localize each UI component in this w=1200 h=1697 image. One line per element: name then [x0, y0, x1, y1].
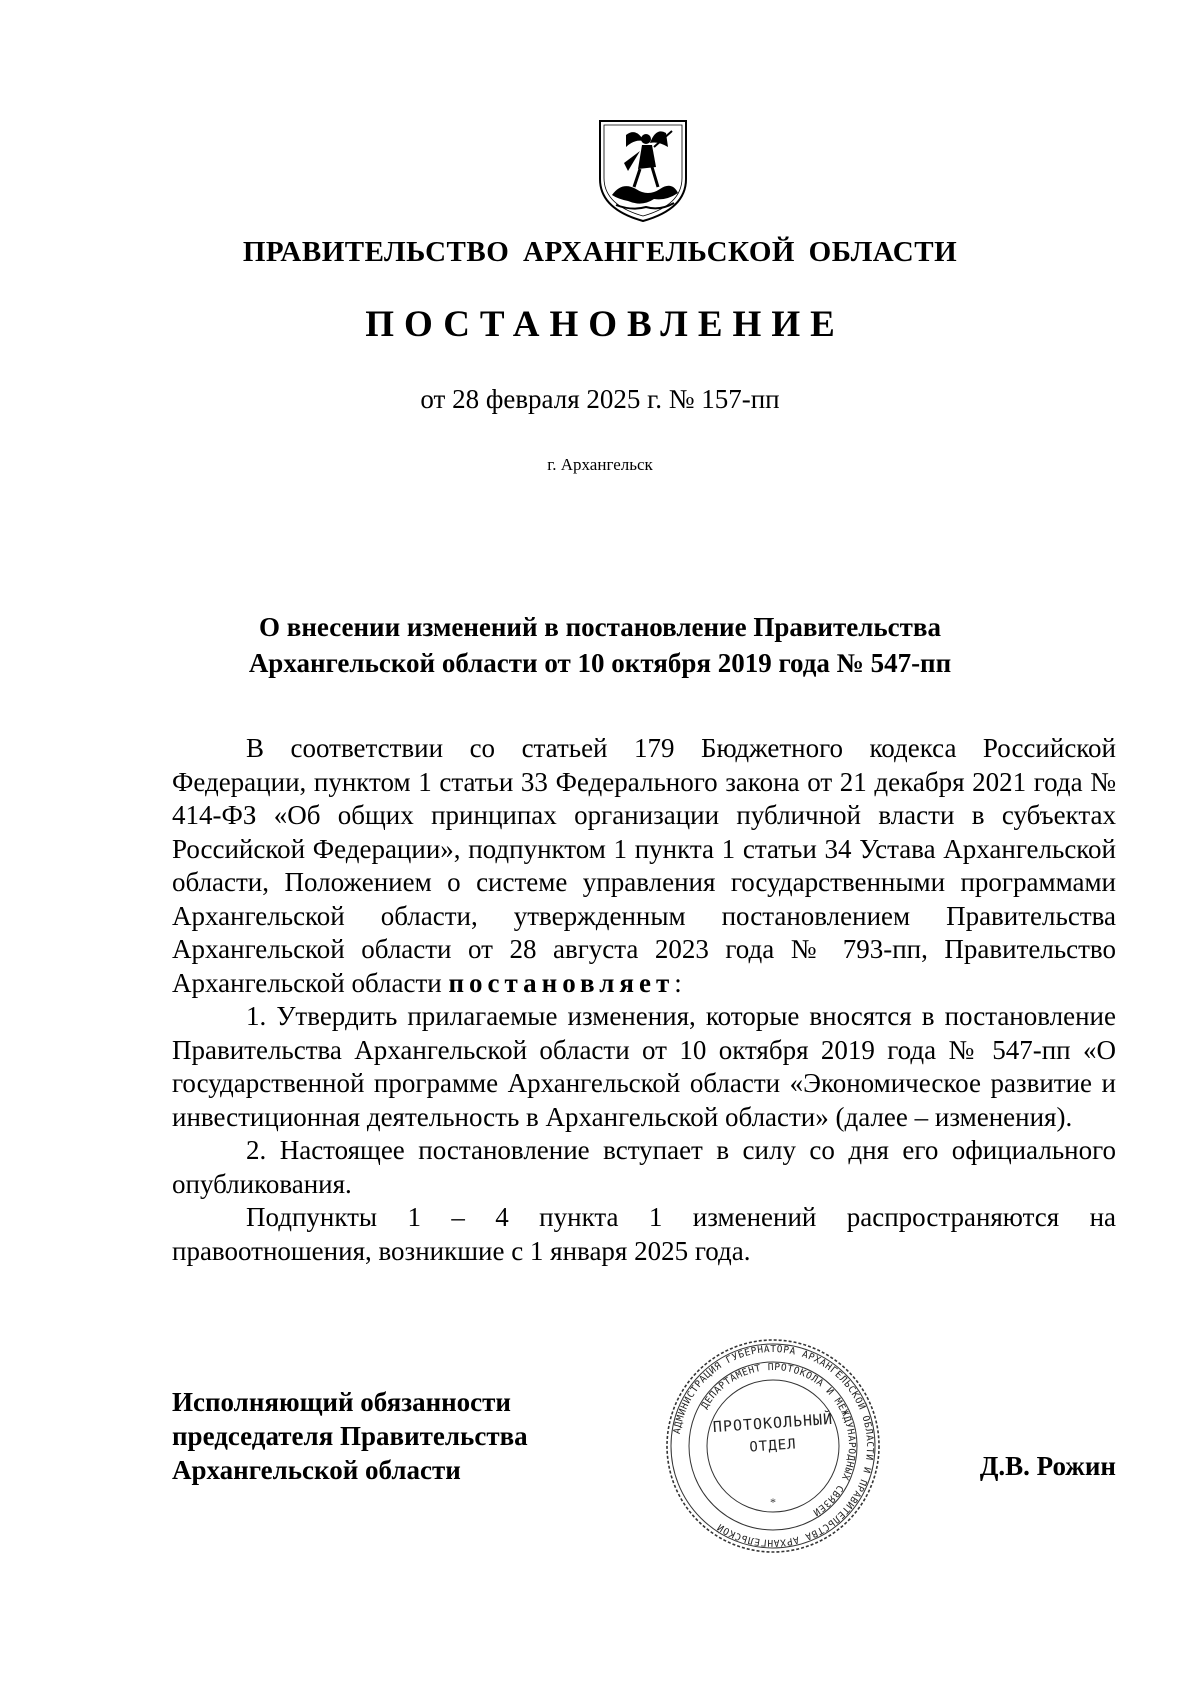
stamp-inner-text: ДЕПАРТАМЕНТ ПРОТОКОЛА И МЕЖДУНАРОДНЫХ СВЯЗЕЙ [699, 1361, 858, 1518]
subject-line-1: О внесении изменений в постановление Правительства [259, 612, 941, 642]
decree-suffix: : [674, 967, 682, 998]
document-city: г. Архангельск [547, 455, 653, 474]
signatory-name: Д.В. Рожин [979, 1451, 1116, 1481]
stamp-outer-text: АДМИНИСТРАЦИЯ ГУБЕРНАТОРА АРХАНГЕЛЬСКОЙ ОБЛАСТИ И ПРАВИТЕЛЬСТВА АРХАНГЕЛЬСКОЙ [671, 1343, 876, 1549]
item-2-paragraph: 2. Настоящее постановление вступает в силу со дня его официального опубликования. [172, 1135, 1116, 1199]
coat-of-arms-icon [596, 117, 690, 224]
signatory-title [172, 1385, 528, 1487]
signatory-title-line-2: председателя Правительства [172, 1421, 528, 1451]
document-date-number: от 28 февраля 2025 г. № 157-пп [420, 384, 780, 414]
item-2-extra-paragraph: Подпункты 1 – 4 пункта 1 изменений распространяются на правоотношения, возникшие с 1 января 2025 года. [172, 1202, 1116, 1266]
signatory-title-line-1: Исполняющий обязанности [172, 1387, 511, 1417]
subject-line-2: Архангельской области от 10 октября 2019 года № 547-пп [248, 648, 952, 678]
document-body [172, 732, 1116, 1268]
document-subject [200, 609, 1000, 681]
government-name: ПРАВИТЕЛЬСТВО АРХАНГЕЛЬСКОЙ ОБЛАСТИ [242, 236, 958, 268]
stamp-star-icon: * [770, 1495, 776, 1509]
preamble-text: В соответствии со статьей 179 Бюджетного кодекса Российской Федерации, пунктом 1 статьи 33 Федерального закона от 21 декабря 2021 года № 414-ФЗ «Об общих принципах организации публичной власти в субъектах Российской Федерации», подпунктом 1 пункта 1 статьи 34 Устава Архангельской области, Положением о системе управления государственными программами Архангельской области, утвержденным постановлением Правительства Архангельской области от 28 августа 2023 года № 793-пп, Правительство Архангельской области [172, 733, 1116, 998]
stamp-center-line-2: ОТДЕЛ [748, 1436, 798, 1456]
official-stamp [663, 1336, 883, 1556]
document-type: ПОСТАНОВЛЕНИЕ [365, 304, 845, 345]
stamp-center-line-1: ПРОТОКОЛЬНЫЙ [712, 1409, 834, 1437]
stamp-center-text [663, 1409, 883, 1456]
signatory-title-line-3: Архангельской области [172, 1455, 461, 1485]
preamble-paragraph [172, 732, 1116, 1000]
decree-word: постановляет [448, 967, 675, 998]
item-1-paragraph: 1. Утвердить прилагаемые изменения, которые вносятся в постановление Правительства Архангельской области от 10 октября 2019 года № 547-пп «О государственной программе Архангельской области «Экономическое развитие и инвестиционная деятельность в Архангельской области» (далее – изменения). [172, 1001, 1116, 1132]
